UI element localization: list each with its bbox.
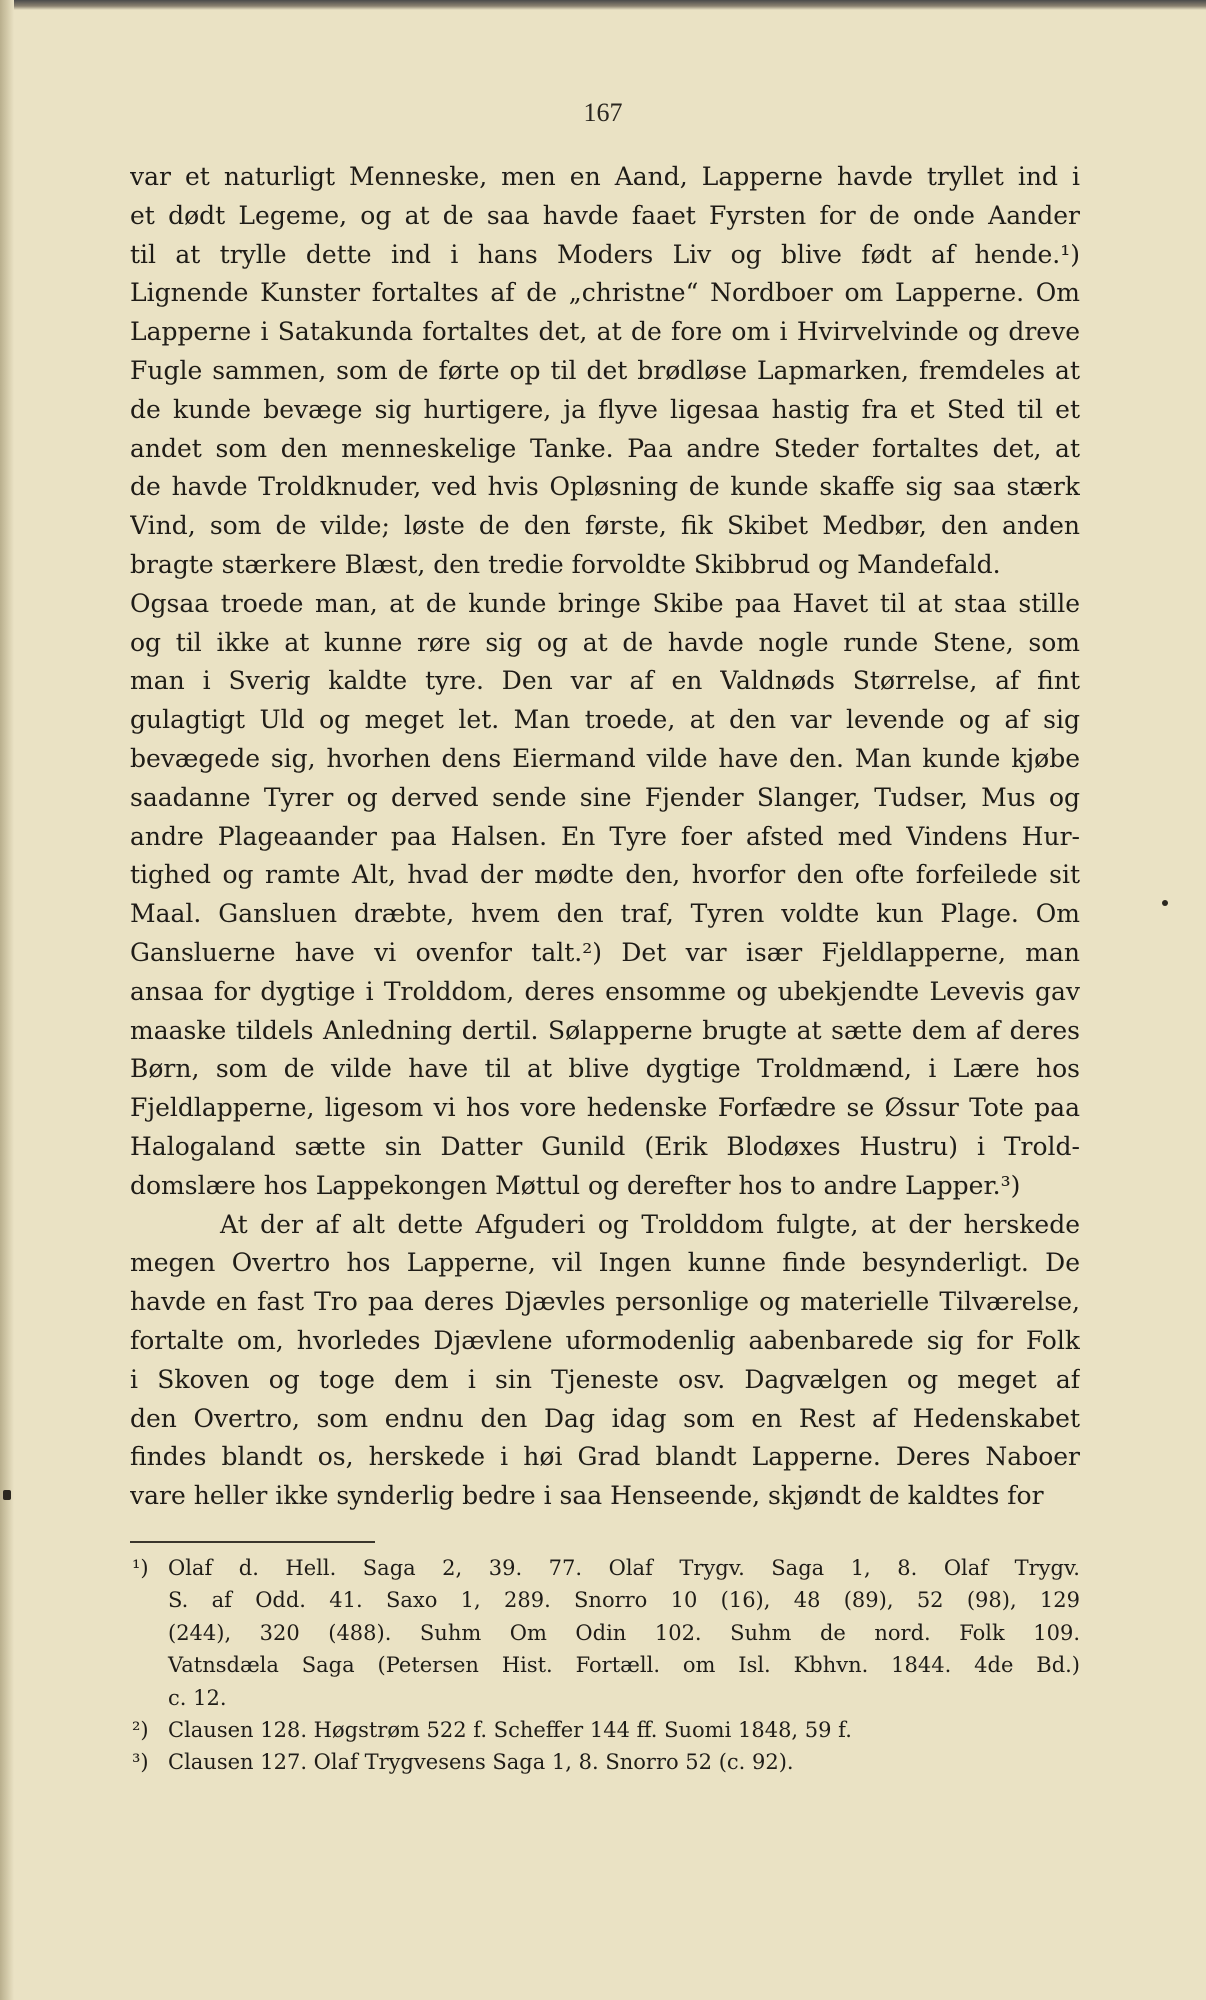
footnote xyxy=(130,1746,1080,1778)
body-text xyxy=(130,158,1080,1516)
text-line: bevægede sig, hvorhen dens Eiermand vilde have den. Man kunde kjøbe xyxy=(130,743,1080,773)
text-line: bragte stærkere Blæst, den tredie forvoldte Skibbrud og Mandefald. xyxy=(130,549,1001,579)
text-line: findes blandt os, herskede i høi Grad blandt Lapperne. Deres Naboer xyxy=(130,1442,1080,1472)
footnote-mark: ³) xyxy=(132,1750,149,1775)
text-line: saadanne Tyrer og derved sende sine Fjender Slanger, Tudser, Mus og xyxy=(130,782,1080,812)
page-gutter-shadow xyxy=(0,0,14,2000)
text-line: Lignende Kunster fortaltes af de „christne“ Nordboer om Lapperne. Om xyxy=(130,278,1080,308)
text-line: de havde Troldknuder, ved hvis Opløsning de kunde skaffe sig saa stærk xyxy=(130,472,1080,502)
text-line: Vind, som de vilde; løste de den første, fik Skibet Medbør, den anden xyxy=(130,511,1080,541)
text-line: fortalte om, hvorledes Djævlene uformodenlig aabenbarede sig for Folk xyxy=(130,1325,1080,1355)
text-line: et dødt Legeme, og at de saa havde faaet Fyrsten for de onde Aander xyxy=(130,200,1080,230)
text-line: Fugle sammen, som de førte op til det brødløse Lapmarken, fremdeles at xyxy=(130,355,1080,385)
text-line: Fjeldlapperne, ligesom vi hos vore hedenske Forfædre se Øssur Tote paa xyxy=(130,1093,1080,1123)
footnotes xyxy=(130,1552,1080,1779)
text-line: Børn, som de vilde have til at blive dygtige Troldmænd, i Lære hos xyxy=(130,1054,1080,1084)
text-line: Lapperne i Satakunda fortaltes det, at de fore om i Hvirvelvinde og dreve xyxy=(130,317,1080,347)
text-line: Halogaland sætte sin Datter Gunild (Erik Blodøxes Hustru) i Trold- xyxy=(130,1131,1080,1161)
footnote-mark: ¹) xyxy=(132,1556,149,1580)
text-line: maaske tildels Anledning dertil. Sølapperne brugte at sætte dem af deres xyxy=(130,1015,1080,1045)
ink-speck xyxy=(1162,900,1168,906)
text-line: megen Overtro hos Lapperne, vil Ingen kunne finde besynderligt. De xyxy=(130,1248,1080,1278)
text-line: At der af alt dette Afguderi og Trolddom fulgte, at der herskede xyxy=(220,1209,1080,1239)
footnote xyxy=(130,1552,1080,1714)
text-line: tighed og ramte Alt, hvad der mødte den, hvorfor den ofte forfeilede sit xyxy=(130,860,1080,890)
footnote-line: Clausen 128. Høgstrøm 522 f. Scheffer 144 ff. Suomi 1848, 59 f. xyxy=(168,1718,852,1743)
text-line: den Overtro, som endnu den Dag idag som en Rest af Hedenskabet xyxy=(130,1403,1080,1433)
footnote-line: Olaf d. Hell. Saga 2, 39. 77. Olaf Trygv. Saga 1, 8. Olaf Trygv. xyxy=(168,1556,1080,1580)
text-line: Maal. Gansluen dræbte, hvem den traf, Tyren voldte kun Plage. Om xyxy=(130,899,1080,929)
footnote-mark: ²) xyxy=(132,1718,149,1743)
text-line: Ogsaa troede man, at de kunde bringe Skibe paa Havet til at staa stille xyxy=(130,588,1080,618)
footnote-line: c. 12. xyxy=(168,1685,227,1710)
footnote-line: Clausen 127. Olaf Trygvesens Saga 1, 8. Snorro 52 (c. 92). xyxy=(168,1750,794,1775)
text-line: var et naturligt Menneske, men en Aand, Lapperne havde tryllet ind i xyxy=(130,162,1080,191)
text-line: andet som den menneskelige Tanke. Paa andre Steder fortaltes det, at xyxy=(130,433,1080,463)
text-line: man i Sverig kaldte tyre. Den var af en Valdnøds Størrelse, af fint xyxy=(130,666,1080,696)
text-line: Gansluerne have vi ovenfor talt.²) Det var især Fjeldlapperne, man xyxy=(130,937,1080,967)
text-line: og til ikke at kunne røre sig og at de havde nogle runde Stene, som xyxy=(130,627,1080,657)
text-line: i Skoven og toge dem i sin Tjeneste osv. Dagvælgen og meget af xyxy=(130,1364,1080,1394)
text-line: andre Plageaander paa Halsen. En Tyre foer afsted med Vindens Hur- xyxy=(130,821,1080,851)
footnote-line: Vatnsdæla Saga (Petersen Hist. Fortæll. om Isl. Kbhvn. 1844. 4de Bd.) xyxy=(168,1653,1080,1678)
footnote xyxy=(130,1714,1080,1746)
footnote-line: (244), 320 (488). Suhm Om Odin 102. Suhm de nord. Folk 109. xyxy=(168,1620,1080,1645)
text-line: de kunde bevæge sig hurtigere, ja flyve ligesaa hastig fra et Sted til et xyxy=(130,394,1080,424)
text-line: til at trylle dette ind i hans Moders Liv og blive født af hende.¹) xyxy=(130,239,1080,269)
footnote-rule xyxy=(130,1541,375,1543)
text-line: domslære hos Lappekongen Møttul og derefter hos to andre Lapper.³) xyxy=(130,1170,1021,1200)
footnote-line: S. af Odd. 41. Saxo 1, 289. Snorro 10 (16), 48 (89), 52 (98), 129 xyxy=(168,1588,1080,1613)
text-line: havde en fast Tro paa deres Djævles personlige og materielle Tilværelse, xyxy=(130,1287,1080,1317)
ink-speck xyxy=(3,1490,11,1500)
text-line: vare heller ikke synderlig bedre i saa Henseende, skjøndt de kaldtes for xyxy=(130,1481,1044,1511)
page-number: 167 xyxy=(583,98,623,127)
text-line: gulagtigt Uld og meget let. Man troede, at den var levende og af sig xyxy=(130,705,1080,735)
text-line: ansaa for dygtige i Trolddom, deres ensomme og ubekjendte Levevis gav xyxy=(130,976,1080,1006)
page-top-edge xyxy=(0,0,1206,10)
